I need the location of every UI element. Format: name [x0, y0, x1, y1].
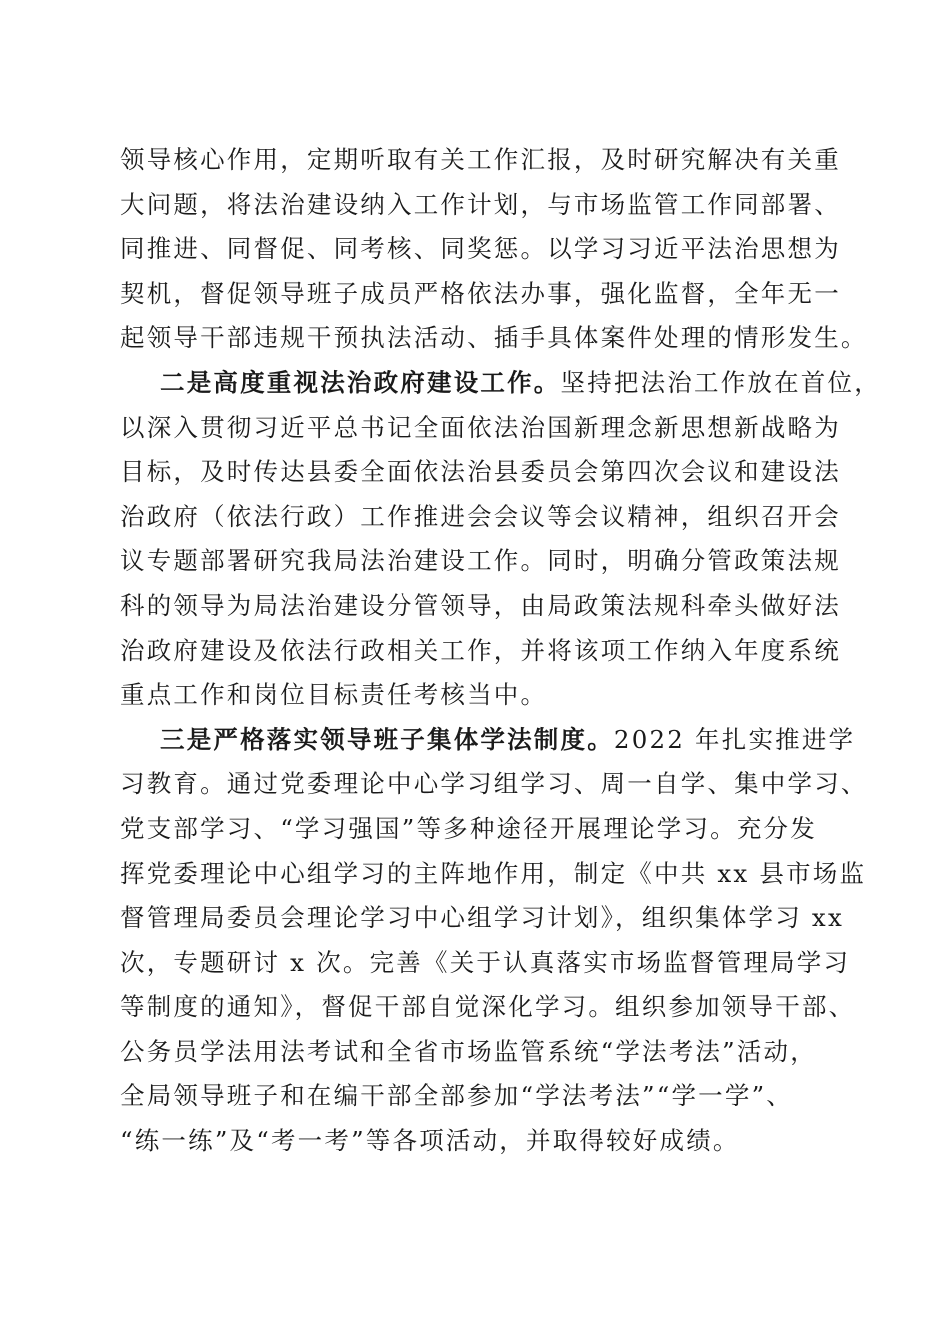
- text-line-first: [120, 718, 856, 763]
- document-body: [120, 138, 881, 1164]
- paragraph-2-heading: 二是高度重视法治政府建设工作。: [160, 367, 561, 397]
- text-line: 治政府建设及依法行政相关工作，并将该项工作纳入年度系统: [120, 635, 841, 665]
- text-line: 大问题，将法治建设纳入工作计划，与市场监管工作同部署、: [120, 189, 841, 219]
- text-line: 治政府（依法行政）工作推进会会议等会议精神，组织召开会: [120, 501, 841, 531]
- text-line: 次，专题研讨 x 次。完善《关于认真落实市场监督管理局学习: [120, 947, 851, 977]
- text-line: 议专题部署研究我局法治建设工作。同时，明确分管政策法规: [120, 546, 841, 576]
- text-line: 挥党委理论中心组学习的主阵地作用，制定《中共 xx 县市场监: [120, 858, 867, 888]
- text-line: 党支部学习、“学习强国”等多种途径开展理论学习。充分发: [120, 813, 817, 843]
- text-line: 等制度的通知》，督促干部自觉深化学习。组织参加领导干部、: [120, 992, 856, 1022]
- text-line: 领导核心作用，定期听取有关工作汇报，及时研究解决有关重: [120, 145, 841, 174]
- paragraph-3-first-line-rest: 2022 年扎实推进学: [613, 724, 856, 754]
- paragraph-3: [120, 718, 868, 1164]
- text-line: 重点工作和岗位目标责任考核当中。: [120, 680, 548, 710]
- text-line: 全局领导班子和在编干部全部参加“学法考法”“学一学”、: [120, 1081, 793, 1111]
- text-line: “练一练”及“考一考”等各项活动，并取得较好成绩。: [120, 1126, 740, 1156]
- text-line: 科的领导为局法治建设分管领导，由局政策法规科牵头做好法: [120, 590, 841, 620]
- text-line: 起领导干部违规干预执法活动、插手具体案件处理的情形发生。: [120, 323, 868, 353]
- paragraph-2: [120, 361, 881, 718]
- paragraph-1: [120, 138, 868, 361]
- text-line: 督管理局委员会理论学习中心组学习计划》，组织集体学习 xx: [120, 903, 844, 933]
- text-line: 契机，督促领导班子成员严格依法办事，强化监督，全年无一: [120, 278, 841, 308]
- text-line: 同推进、同督促、同考核、同奖惩。以学习习近平法治思想为: [120, 234, 841, 264]
- paragraph-2-first-line-rest: 坚持把法治工作放在首位，: [560, 367, 881, 397]
- paragraph-3-heading: 三是严格落实领导班子集体学法制度。: [160, 724, 614, 754]
- text-line: 习教育。通过党委理论中心学习组学习、周一自学、集中学习、: [120, 769, 868, 799]
- text-line: 目标，及时传达县委全面依法治县委员会第四次会议和建设法: [120, 457, 841, 487]
- text-line: 公务员学法用法考试和全省市场监管系统“学法考法”活动，: [120, 1036, 817, 1066]
- text-line-first: [120, 361, 881, 406]
- text-line: 以深入贯彻习近平总书记全面依法治国新理念新思想新战略为: [120, 412, 841, 442]
